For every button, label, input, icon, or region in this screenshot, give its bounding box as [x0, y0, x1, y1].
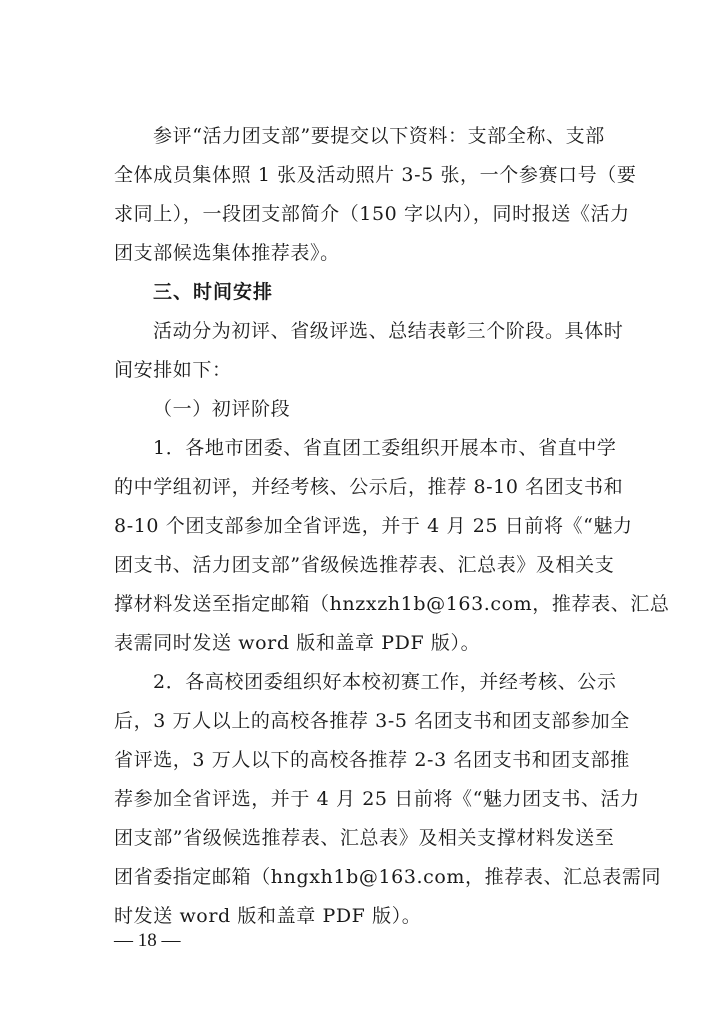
paragraph-line: 表需同时发送 word 版和盖章 PDF 版）。: [114, 632, 481, 654]
paragraph-line: 2．各高校团委组织好本校初赛工作，并经考核、公示: [153, 671, 617, 693]
paragraph-line: 团省委指定邮箱（hngxh1b@163.com，推荐表、汇总表需同: [114, 866, 662, 888]
paragraph-line: 全体成员集体照 1 张及活动照片 3-5 张，一个参赛口号（要: [114, 164, 637, 186]
page-number: — 18 —: [114, 930, 181, 951]
paragraph-line: 参评“活力团支部”要提交以下资料：支部全称、支部: [153, 125, 605, 147]
paragraph-line: 荐参加全省评选，并于 4 月 25 日前将《“魅力团支书、活力: [114, 788, 640, 810]
paragraph-line: 时发送 word 版和盖章 PDF 版）。: [114, 905, 422, 927]
paragraph-line: 间安排如下：: [114, 359, 232, 381]
paragraph-line: 8-10 个团支部参加全省评选，并于 4 月 25 日前将《“魅力: [114, 515, 633, 537]
paragraph-line: 团支部候选集体推荐表》。: [114, 242, 340, 264]
section-heading: 三、时间安排: [153, 281, 274, 303]
paragraph-line: 求同上），一段团支部简介（150 字以内），同时报送《活力: [114, 203, 630, 225]
paragraph-line: 后，3 万人以上的高校各推荐 3-5 名团支书和团支部参加全: [114, 710, 630, 732]
paragraph-line: 团支书、活力团支部”省级候选推荐表、汇总表》及相关支: [114, 554, 615, 576]
paragraph-line: 省评选，3 万人以下的高校各推荐 2-3 名团支书和团支部推: [114, 749, 630, 771]
paragraph-line: 撑材料发送至指定邮箱（hnzxzh1b@163.com，推荐表、汇总: [114, 593, 670, 615]
subsection-heading: （一）初评阶段: [153, 398, 291, 420]
paragraph-line: 活动分为初评、省级评选、总结表彰三个阶段。具体时: [153, 320, 624, 342]
paragraph-line: 团支部”省级候选推荐表、汇总表》及相关支撑材料发送至: [114, 827, 615, 849]
paragraph-line: 的中学组初评，并经考核、公示后，推荐 8-10 名团支书和: [114, 476, 624, 498]
paragraph-line: 1．各地市团委、省直团工委组织开展本市、省直中学: [153, 437, 617, 459]
